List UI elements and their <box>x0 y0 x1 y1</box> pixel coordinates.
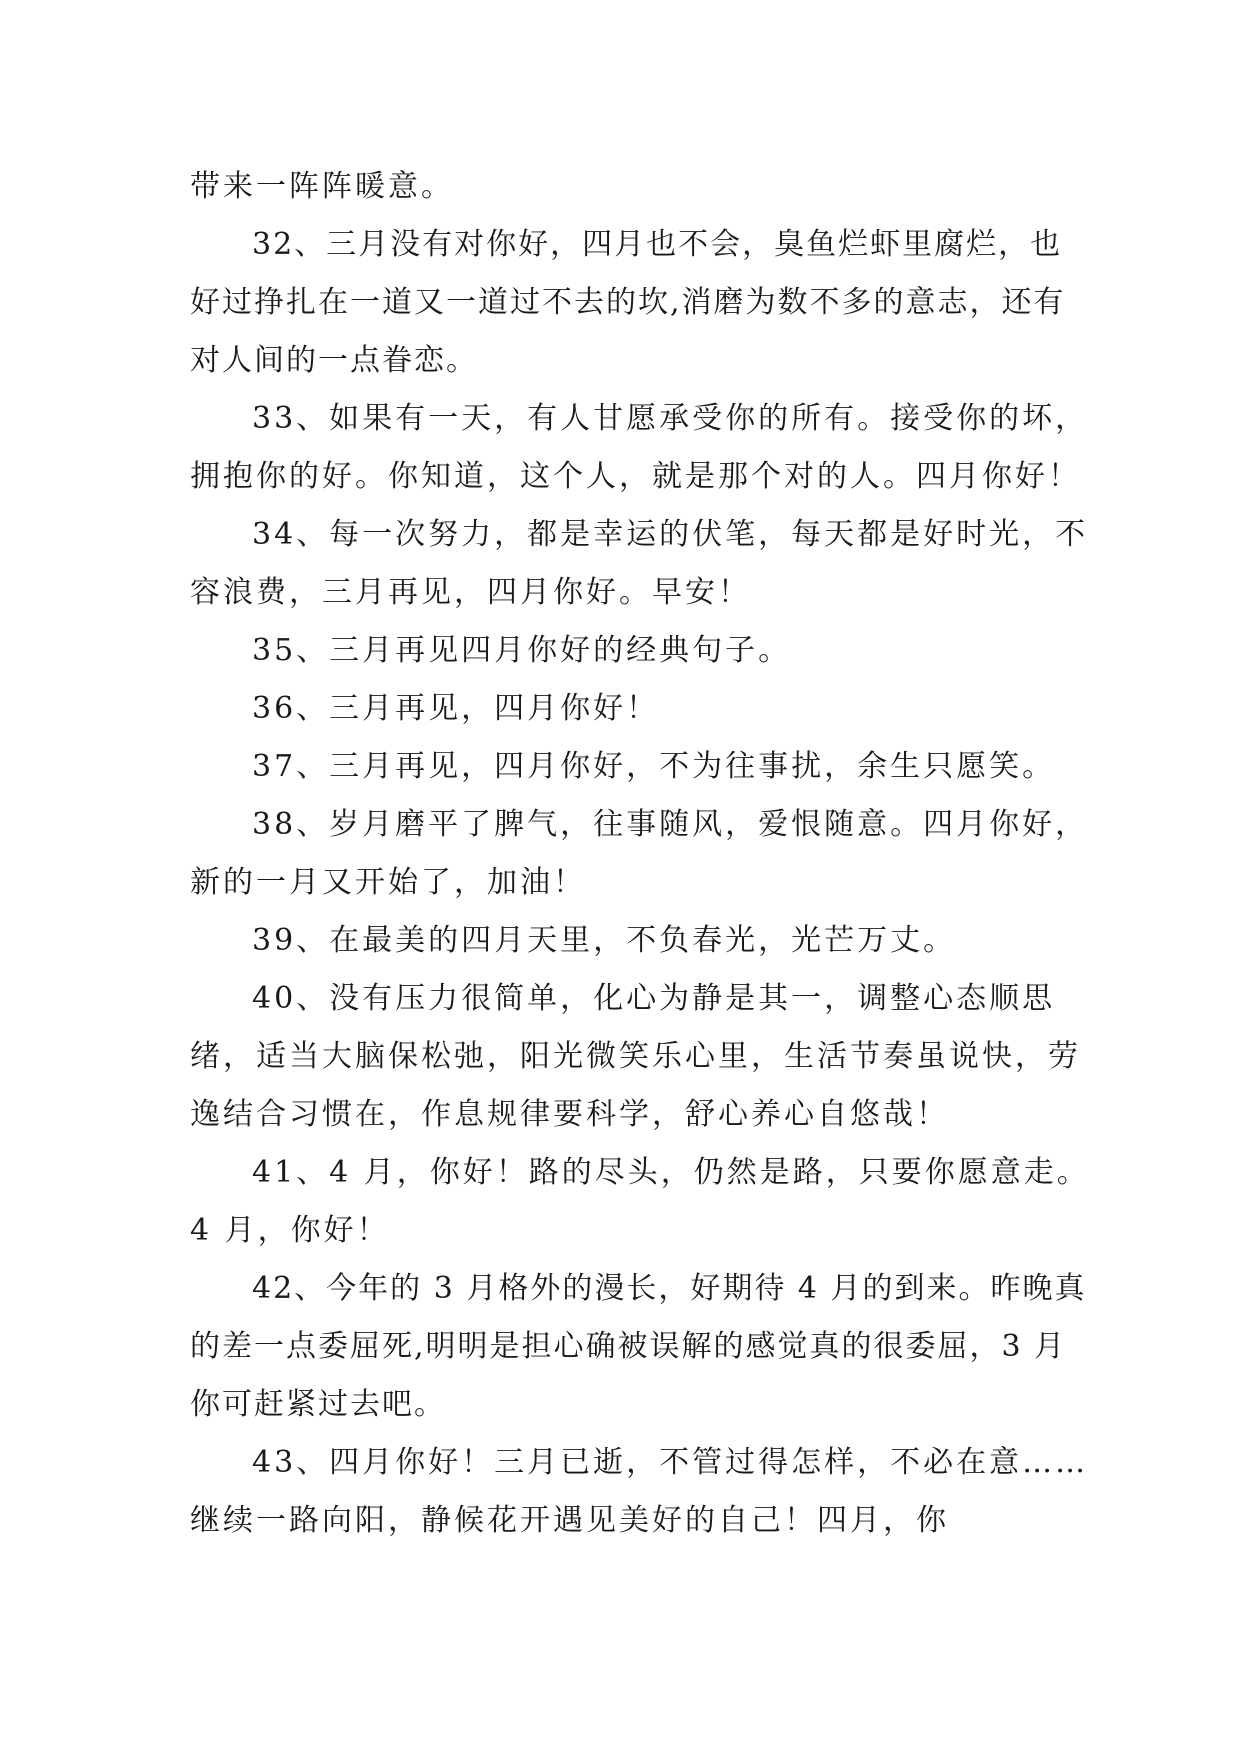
paragraph-36: 36、三月再见，四月你好！ <box>252 691 660 726</box>
paragraph-32: 32、三月没有对你好，四月也不会，臭鱼烂虾里腐烂，也好过挣扎在一道又一道过不去的坎,消磨为数不多的意志，还有对人间的一点眷恋。 <box>190 227 1066 378</box>
document-body <box>190 158 1090 1550</box>
paragraph-33: 33、如果有一天，有人甘愿承受你的所有。接受你的坏，拥抱你的好。你知道，这个人，就是那个对的人。四月你好！ <box>190 401 1089 494</box>
paragraph-34: 34、每一次努力，都是幸运的伏笔，每天都是好时光，不容浪费，三月再见，四月你好。早安！ <box>190 517 1089 610</box>
paragraph-39: 39、在最美的四月天里，不负春光，光芒万丈。 <box>252 923 957 958</box>
paragraph-35: 35、三月再见四月你好的经典句子。 <box>252 633 792 668</box>
paragraph-42: 42、今年的 3 月格外的漫长，好期待 4 月的到来。昨晚真的差一点委屈死,明明是担心确被误解的感觉真的很委屈，3 月你可赶紧过去吧。 <box>190 1271 1087 1422</box>
paragraph-38: 38、岁月磨平了脾气，往事随风，爱恨随意。四月你好，新的一月又开始了，加油！ <box>190 807 1089 900</box>
paragraph-40: 40、没有压力很简单，化心为静是其一，调整心态顺思绪，适当大脑保松弛，阳光微笑乐心里，生活节奏虽说快，劳逸结合习惯在，作息规律要科学，舒心养心自悠哉！ <box>190 981 1081 1132</box>
paragraph-continuation: 带来一阵阵暖意。 <box>190 169 454 204</box>
paragraph-43: 43、四月你好！三月已逝，不管过得怎样，不必在意……继续一路向阳，静候花开遇见美好的自己！四月，你 <box>190 1445 1089 1538</box>
paragraph-37: 37、三月再见，四月你好，不为往事扰，余生只愿笑。 <box>252 749 1056 784</box>
paragraph-41: 41、4 月，你好！路的尽头，仍然是路，只要你愿意走。4 月，你好！ <box>190 1155 1090 1248</box>
